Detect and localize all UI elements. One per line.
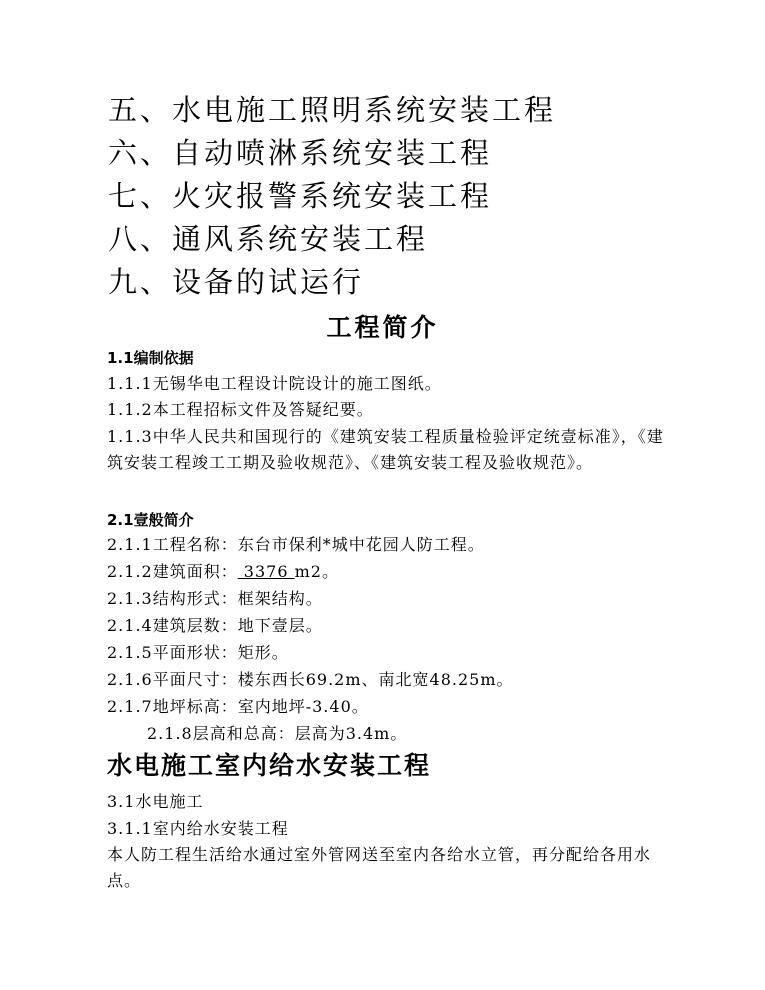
water-supply-paragraph: 本人防工程生活给水通过室外管网送至室内各给水立管，再分配给各用水点。 — [107, 845, 652, 890]
section-heading-2-1: 2.1壹般简介 — [107, 511, 194, 529]
toc-item-8: 八、通风系统安装工程 — [108, 222, 429, 256]
floor-elevation: 2.1.7地坪标高：室内地坪-3.40。 — [107, 697, 369, 716]
plan-dimensions: 2.1.6平面尺寸：楼东西长69.2m、南北宽48.25m。 — [107, 670, 514, 689]
plan-shape: 2.1.5平面形状：矩形。 — [107, 643, 289, 662]
toc-item-7: 七、火灾报警系统安装工程 — [108, 179, 493, 213]
building-floors: 2.1.4建筑层数：地下壹层。 — [107, 616, 323, 635]
building-area — [107, 562, 339, 582]
toc-item-5: 五、水电施工照明系统安装工程 — [108, 93, 557, 127]
sub-heading-3-1: 3.1水电施工 — [107, 792, 204, 811]
building-area-label: 2.1.2建筑面积： — [107, 562, 238, 581]
toc-item-9: 九、设备的试运行 — [108, 265, 365, 299]
building-area-value: 3376 — [237, 562, 295, 581]
page-title: 工程简介 — [326, 313, 439, 342]
project-name: 2.1.1工程名称：东台市保利*城中花园人防工程。 — [107, 535, 485, 554]
floor-height: 2.1.8层高和总高：层高为3.4m。 — [147, 724, 408, 743]
basis-item-3: 1.1.3中华人民共和国现行的《建筑安装工程质量检验评定统壹标准》，《建筑安装工程竣工工期及验收规范》、《建筑安装工程及验收规范》。 — [107, 427, 664, 472]
basis-item-1: 1.1.1无锡华电工程设计院设计的施工图纸。 — [107, 374, 442, 393]
sub-heading-3-1-1: 3.1.1室内给水安装工程 — [107, 819, 289, 838]
building-area-unit: m2。 — [294, 562, 339, 581]
section-heading-1-1: 1.1编制依据 — [107, 349, 194, 367]
basis-item-2: 1.1.2本工程招标文件及答疑纪要。 — [107, 400, 374, 419]
structure-type: 2.1.3结构形式：框架结构。 — [107, 589, 323, 608]
toc-item-6: 六、自动喷淋系统安装工程 — [108, 136, 493, 170]
section-heading-3: 水电施工室内给水安装工程 — [107, 751, 432, 780]
